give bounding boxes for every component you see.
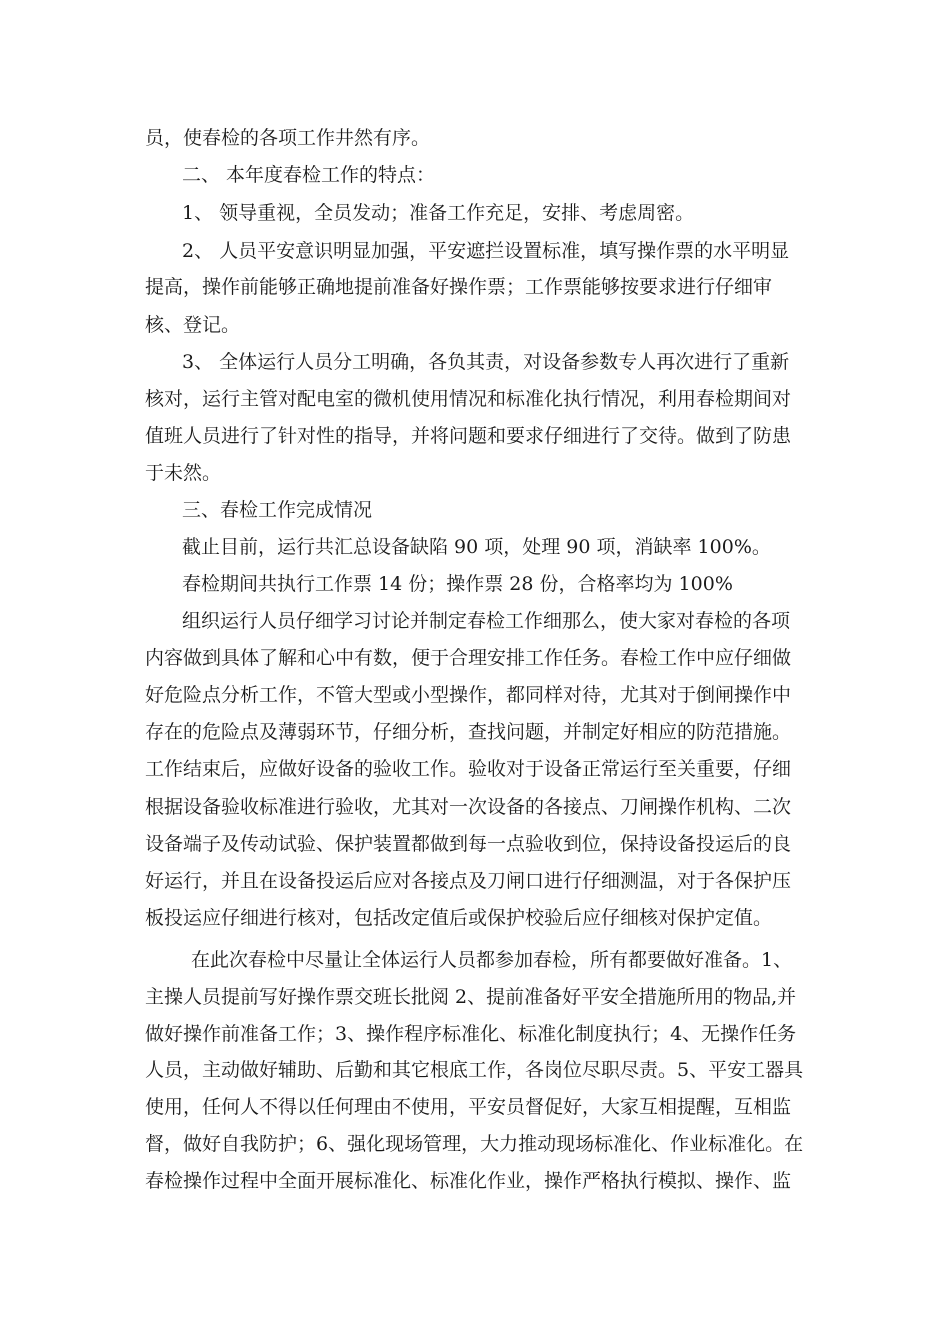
text-line: 存在的危险点及薄弱环节，仔细分析，查找问题，并制定好相应的防范措施。 [145,721,792,743]
text-line: 员，使春检的各项工作井然有序。 [145,127,431,149]
text-line: 内容做到具体了解和心中有数，便于合理安排工作任务。春检工作中应仔细做 [145,647,792,669]
text-line: 做好操作前准备工作；3、操作程序标准化、标准化制度执行；4、无操作任务 [145,1023,797,1045]
text-line: 1、 领导重视，全员发动；准备工作充足，安排、考虑周密。 [182,202,695,224]
text-line: 好运行，并且在设备投运后应对各接点及刀闸口进行仔细测温，对于各保护压 [145,870,792,892]
text-line: 工作结束后，应做好设备的验收工作。验收对于设备正常运行至关重要，仔细 [145,758,792,780]
text-line: 3、 全体运行人员分工明确，各负其责，对设备参数专人再次进行了重新 [182,351,790,373]
text-line: 提高，操作前能够正确地提前准备好操作票；工作票能够按要求进行仔细审 [145,276,773,298]
text-line: 值班人员进行了针对性的指导，并将问题和要求仔细进行了交待。做到了防患 [145,425,792,447]
text-line: 春检期间共执行工作票 14 份；操作票 28 份，合格率均为 100% [182,573,733,595]
text-line: 板投运应仔细进行核对，包括改定值后或保护校验后应仔细核对保护定值。 [145,907,773,929]
text-line: 春检操作过程中全面开展标准化、标准化作业，操作严格执行模拟、操作、监 [145,1170,792,1192]
text-line: 截止目前，运行共汇总设备缺陷 90 项，处理 90 项，消缺率 100%。 [182,536,771,558]
text-line: 核、登记。 [145,314,241,336]
text-line: 根据设备验收标准进行验收，尤其对一次设备的各接点、刀闸操作机构、二次 [145,796,792,818]
text-line: 于未然。 [145,462,222,484]
text-line: 使用，任何人不得以任何理由不使用，平安员督促好，大家互相提醒，互相监 [145,1096,792,1118]
text-line: 核对，运行主管对配电室的微机使用情况和标准化执行情况，利用春检期间对 [145,388,792,410]
text-line: 督，做好自我防护；6、强化现场管理，大力推动现场标准化、作业标准化。在 [145,1133,804,1155]
text-line: 人员，主动做好辅助、后勤和其它根底工作，各岗位尽职尽责。5、平安工器具 [145,1059,804,1081]
text-line: 主操人员提前写好操作票交班长批阅 2、提前准备好平安全措施所用的物品,并 [145,986,797,1008]
text-line: 组织运行人员仔细学习讨论并制定春检工作细那么，使大家对春检的各项 [182,610,791,632]
text-line: 2、 人员平安意识明显加强，平安遮拦设置标准，填写操作票的水平明显 [182,240,790,262]
text-line: 好危险点分析工作，不管大型或小型操作，都同样对待，尤其对于倒闸操作中 [145,684,792,706]
text-line: 在此次春检中尽量让全体运行人员都参加春检，所有都要做好准备。1、 [191,949,793,971]
section-heading: 二、 本年度春检工作的特点： [182,164,436,186]
text-line: 设备端子及传动试验、保护装置都做到每一点验收到位，保持设备投运后的良 [145,833,792,855]
section-heading: 三、春检工作完成情况 [182,499,373,521]
